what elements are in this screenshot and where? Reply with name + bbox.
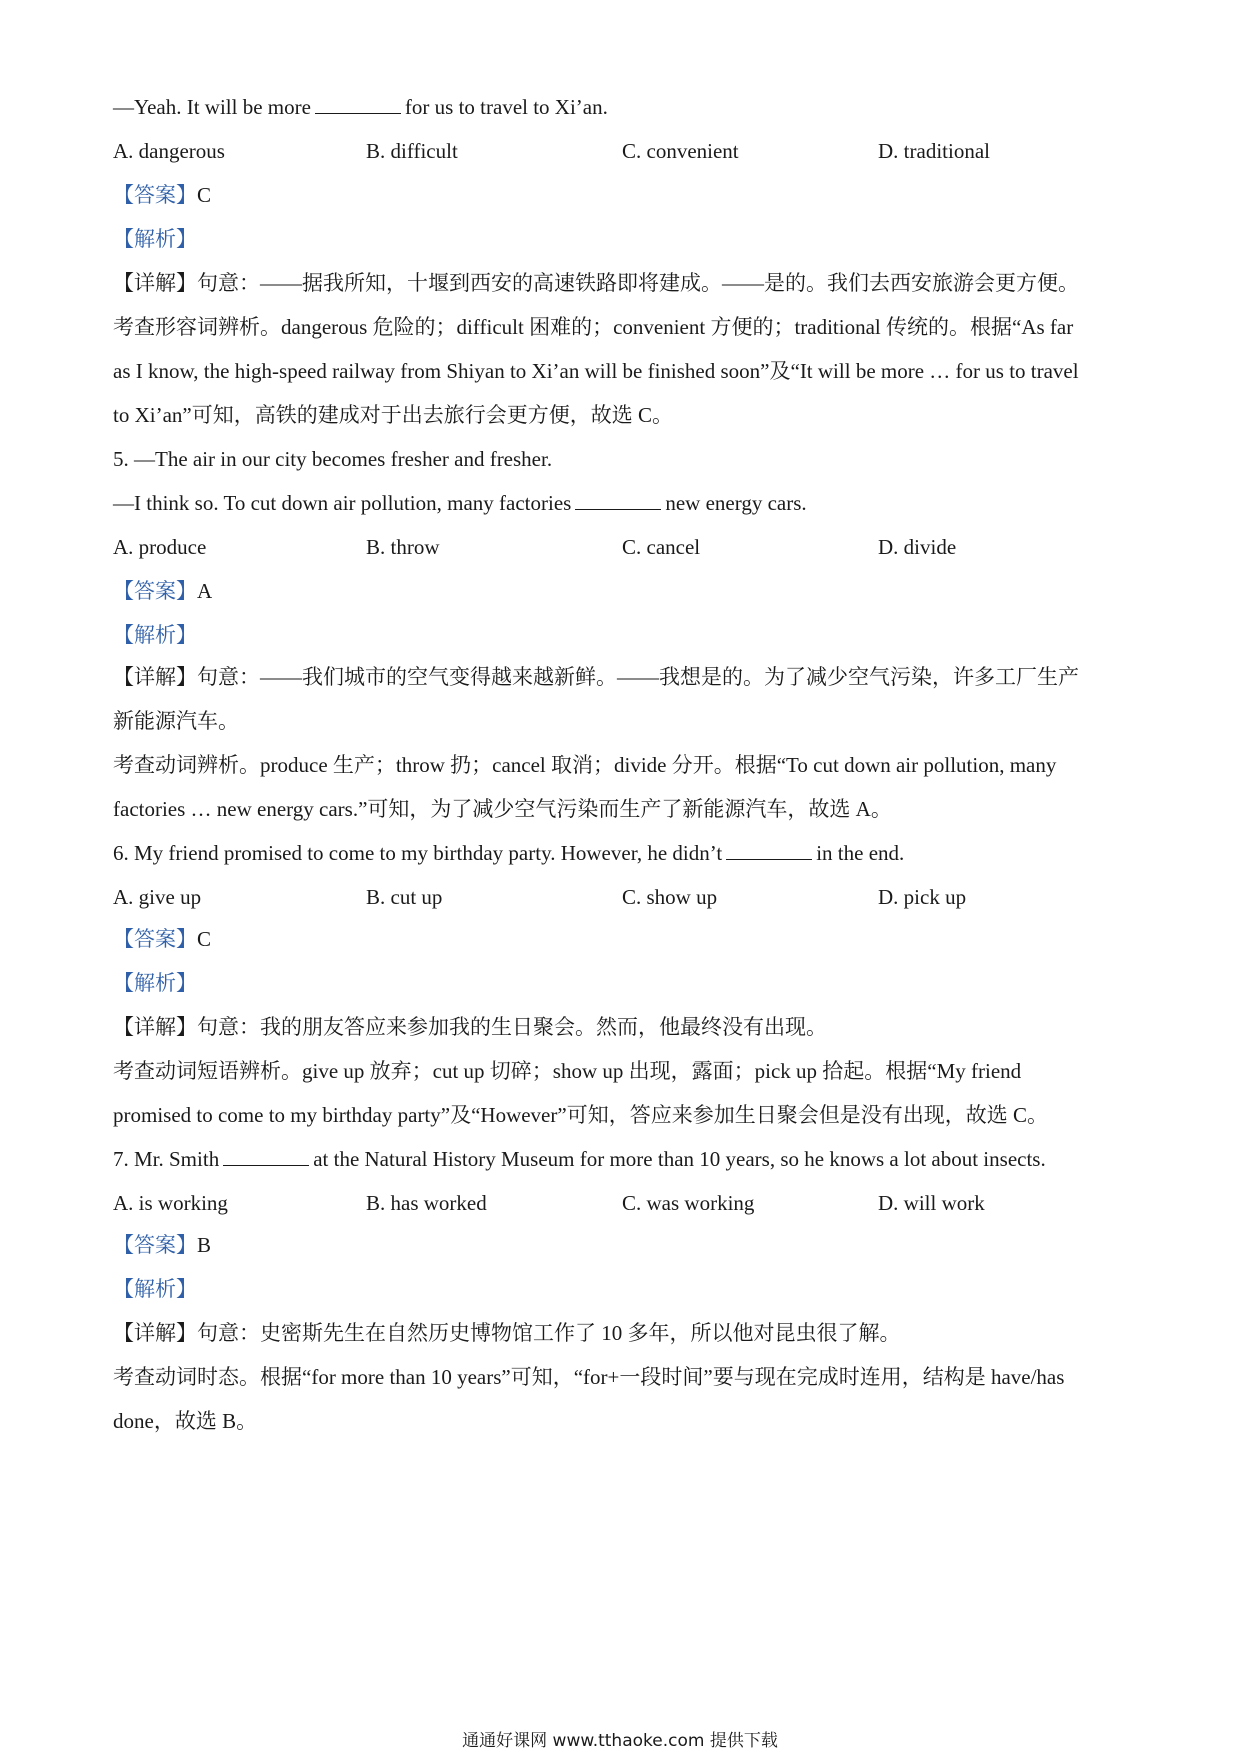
q4-detail-line-2: 考查形容词辨析。dangerous 危险的；difficult 困难的；convenient 方便的；traditional 传统的。根据“As far bbox=[113, 315, 1074, 339]
answer-blank bbox=[575, 491, 661, 510]
q5-detail-line-3: 考查动词辨析。produce 生产；throw 扔；cancel 取消；divide 分开。根据“To cut down air pollution, many bbox=[113, 753, 1057, 777]
q5-detail-line-4: factories … new energy cars.”可知，为了减少空气污染而生产了新能源汽车，故选 A。 bbox=[113, 797, 892, 821]
detail-tag: 【详解】 bbox=[113, 1321, 197, 1345]
q7-option-c: C. was working bbox=[622, 1191, 755, 1215]
analysis-tag: 【解析】 bbox=[113, 623, 197, 647]
answer-value: A bbox=[197, 579, 213, 603]
analysis-tag: 【解析】 bbox=[113, 1277, 197, 1301]
q6-option-b: B. cut up bbox=[366, 885, 443, 909]
q5-option-d: D. divide bbox=[878, 535, 957, 559]
q5-option-b: B. throw bbox=[366, 535, 440, 559]
analysis-tag: 【解析】 bbox=[113, 971, 197, 995]
q6-detail-line-1: 【详解】句意：我的朋友答应来参加我的生日聚会。然而，他最终没有出现。 bbox=[113, 1015, 827, 1039]
q7-detail-line-3: done，故选 B。 bbox=[113, 1409, 258, 1433]
answer-value: C bbox=[197, 927, 212, 951]
q4-option-d: D. traditional bbox=[878, 139, 990, 163]
answer-blank bbox=[726, 841, 812, 860]
q7-detail-line-2: 考查动词时态。根据“for more than 10 years”可知，“for+一段时间”要与现在完成时连用，结构是 have/has bbox=[113, 1365, 1065, 1389]
q4-answer bbox=[113, 180, 1133, 210]
analysis-tag: 【解析】 bbox=[113, 227, 197, 251]
q7-option-d: D. will work bbox=[878, 1191, 985, 1215]
answer-tag: 【答案】 bbox=[113, 1233, 197, 1257]
q4-detail-line-1: 【详解】句意：——据我所知，十堰到西安的高速铁路即将建成。——是的。我们去西安旅游会更方便。 bbox=[113, 271, 1079, 295]
answer-tag: 【答案】 bbox=[113, 579, 197, 603]
q4-detail-line-3: as I know, the high-speed railway from Shiyan to Xi’an will be finished soon”及“It will be more … for us to travel bbox=[113, 359, 1079, 383]
answer-tag: 【答案】 bbox=[113, 183, 197, 207]
q7-answer bbox=[113, 1230, 1133, 1260]
q4-dialogue-line: —Yeah. It will be more for us to travel to Xi’an. bbox=[113, 95, 608, 119]
q7-option-b: B. has worked bbox=[366, 1191, 487, 1215]
q6-detail-line-2: 考查动词短语辨析。give up 放弃；cut up 切碎；show up 出现，露面；pick up 拾起。根据“My friend bbox=[113, 1059, 1022, 1083]
q7-analysis bbox=[113, 1274, 1133, 1304]
q7-option-a: A. is working bbox=[113, 1191, 228, 1215]
answer-blank bbox=[315, 95, 401, 114]
q5-option-c: C. cancel bbox=[622, 535, 701, 559]
q5-question-line: 5. —The air in our city becomes fresher and fresher. bbox=[113, 447, 553, 471]
answer-value: C bbox=[197, 183, 212, 207]
q4-detail-line-4: to Xi’an”可知，高铁的建成对于出去旅行会更方便，故选 C。 bbox=[113, 403, 673, 427]
q6-option-c: C. show up bbox=[622, 885, 718, 909]
q6-answer bbox=[113, 924, 1133, 954]
q5-dialogue-line: —I think so. To cut down air pollution, many factories new energy cars. bbox=[113, 491, 807, 515]
detail-tag: 【详解】 bbox=[113, 271, 197, 295]
answer-blank bbox=[223, 1147, 309, 1166]
answer-tag: 【答案】 bbox=[113, 927, 197, 951]
detail-tag: 【详解】 bbox=[113, 665, 197, 689]
detail-tag: 【详解】 bbox=[113, 1015, 197, 1039]
q6-option-d: D. pick up bbox=[878, 885, 967, 909]
q6-detail-line-3: promised to come to my birthday party”及“However”可知，答应来参加生日聚会但是没有出现，故选 C。 bbox=[113, 1103, 1048, 1127]
q6-option-a: A. give up bbox=[113, 885, 202, 909]
q4-option-a: A. dangerous bbox=[113, 139, 225, 163]
q4-option-c: C. convenient bbox=[622, 139, 739, 163]
page-footer: 通通好课网 www.tthaoke.com 提供下载 bbox=[462, 1731, 778, 1751]
q6-analysis bbox=[113, 968, 1133, 998]
q4-analysis bbox=[113, 224, 1133, 254]
q7-question-line: 7. Mr. Smith at the Natural History Museum for more than 10 years, so he knows a lot about insects. bbox=[113, 1147, 1046, 1171]
q5-detail-line-1: 【详解】句意：——我们城市的空气变得越来越新鲜。——我想是的。为了减少空气污染，许多工厂生产 bbox=[113, 665, 1079, 689]
q7-detail-line-1: 【详解】句意：史密斯先生在自然历史博物馆工作了 10 多年，所以他对昆虫很了解。 bbox=[113, 1321, 901, 1345]
answer-value: B bbox=[197, 1233, 212, 1257]
q5-detail-line-2: 新能源汽车。 bbox=[113, 709, 239, 733]
q4-option-b: B. difficult bbox=[366, 139, 458, 163]
q5-answer bbox=[113, 576, 1133, 606]
q5-analysis bbox=[113, 620, 1133, 650]
q6-question-line: 6. My friend promised to come to my birthday party. However, he didn’t in the end. bbox=[113, 841, 905, 865]
q5-option-a: A. produce bbox=[113, 535, 207, 559]
